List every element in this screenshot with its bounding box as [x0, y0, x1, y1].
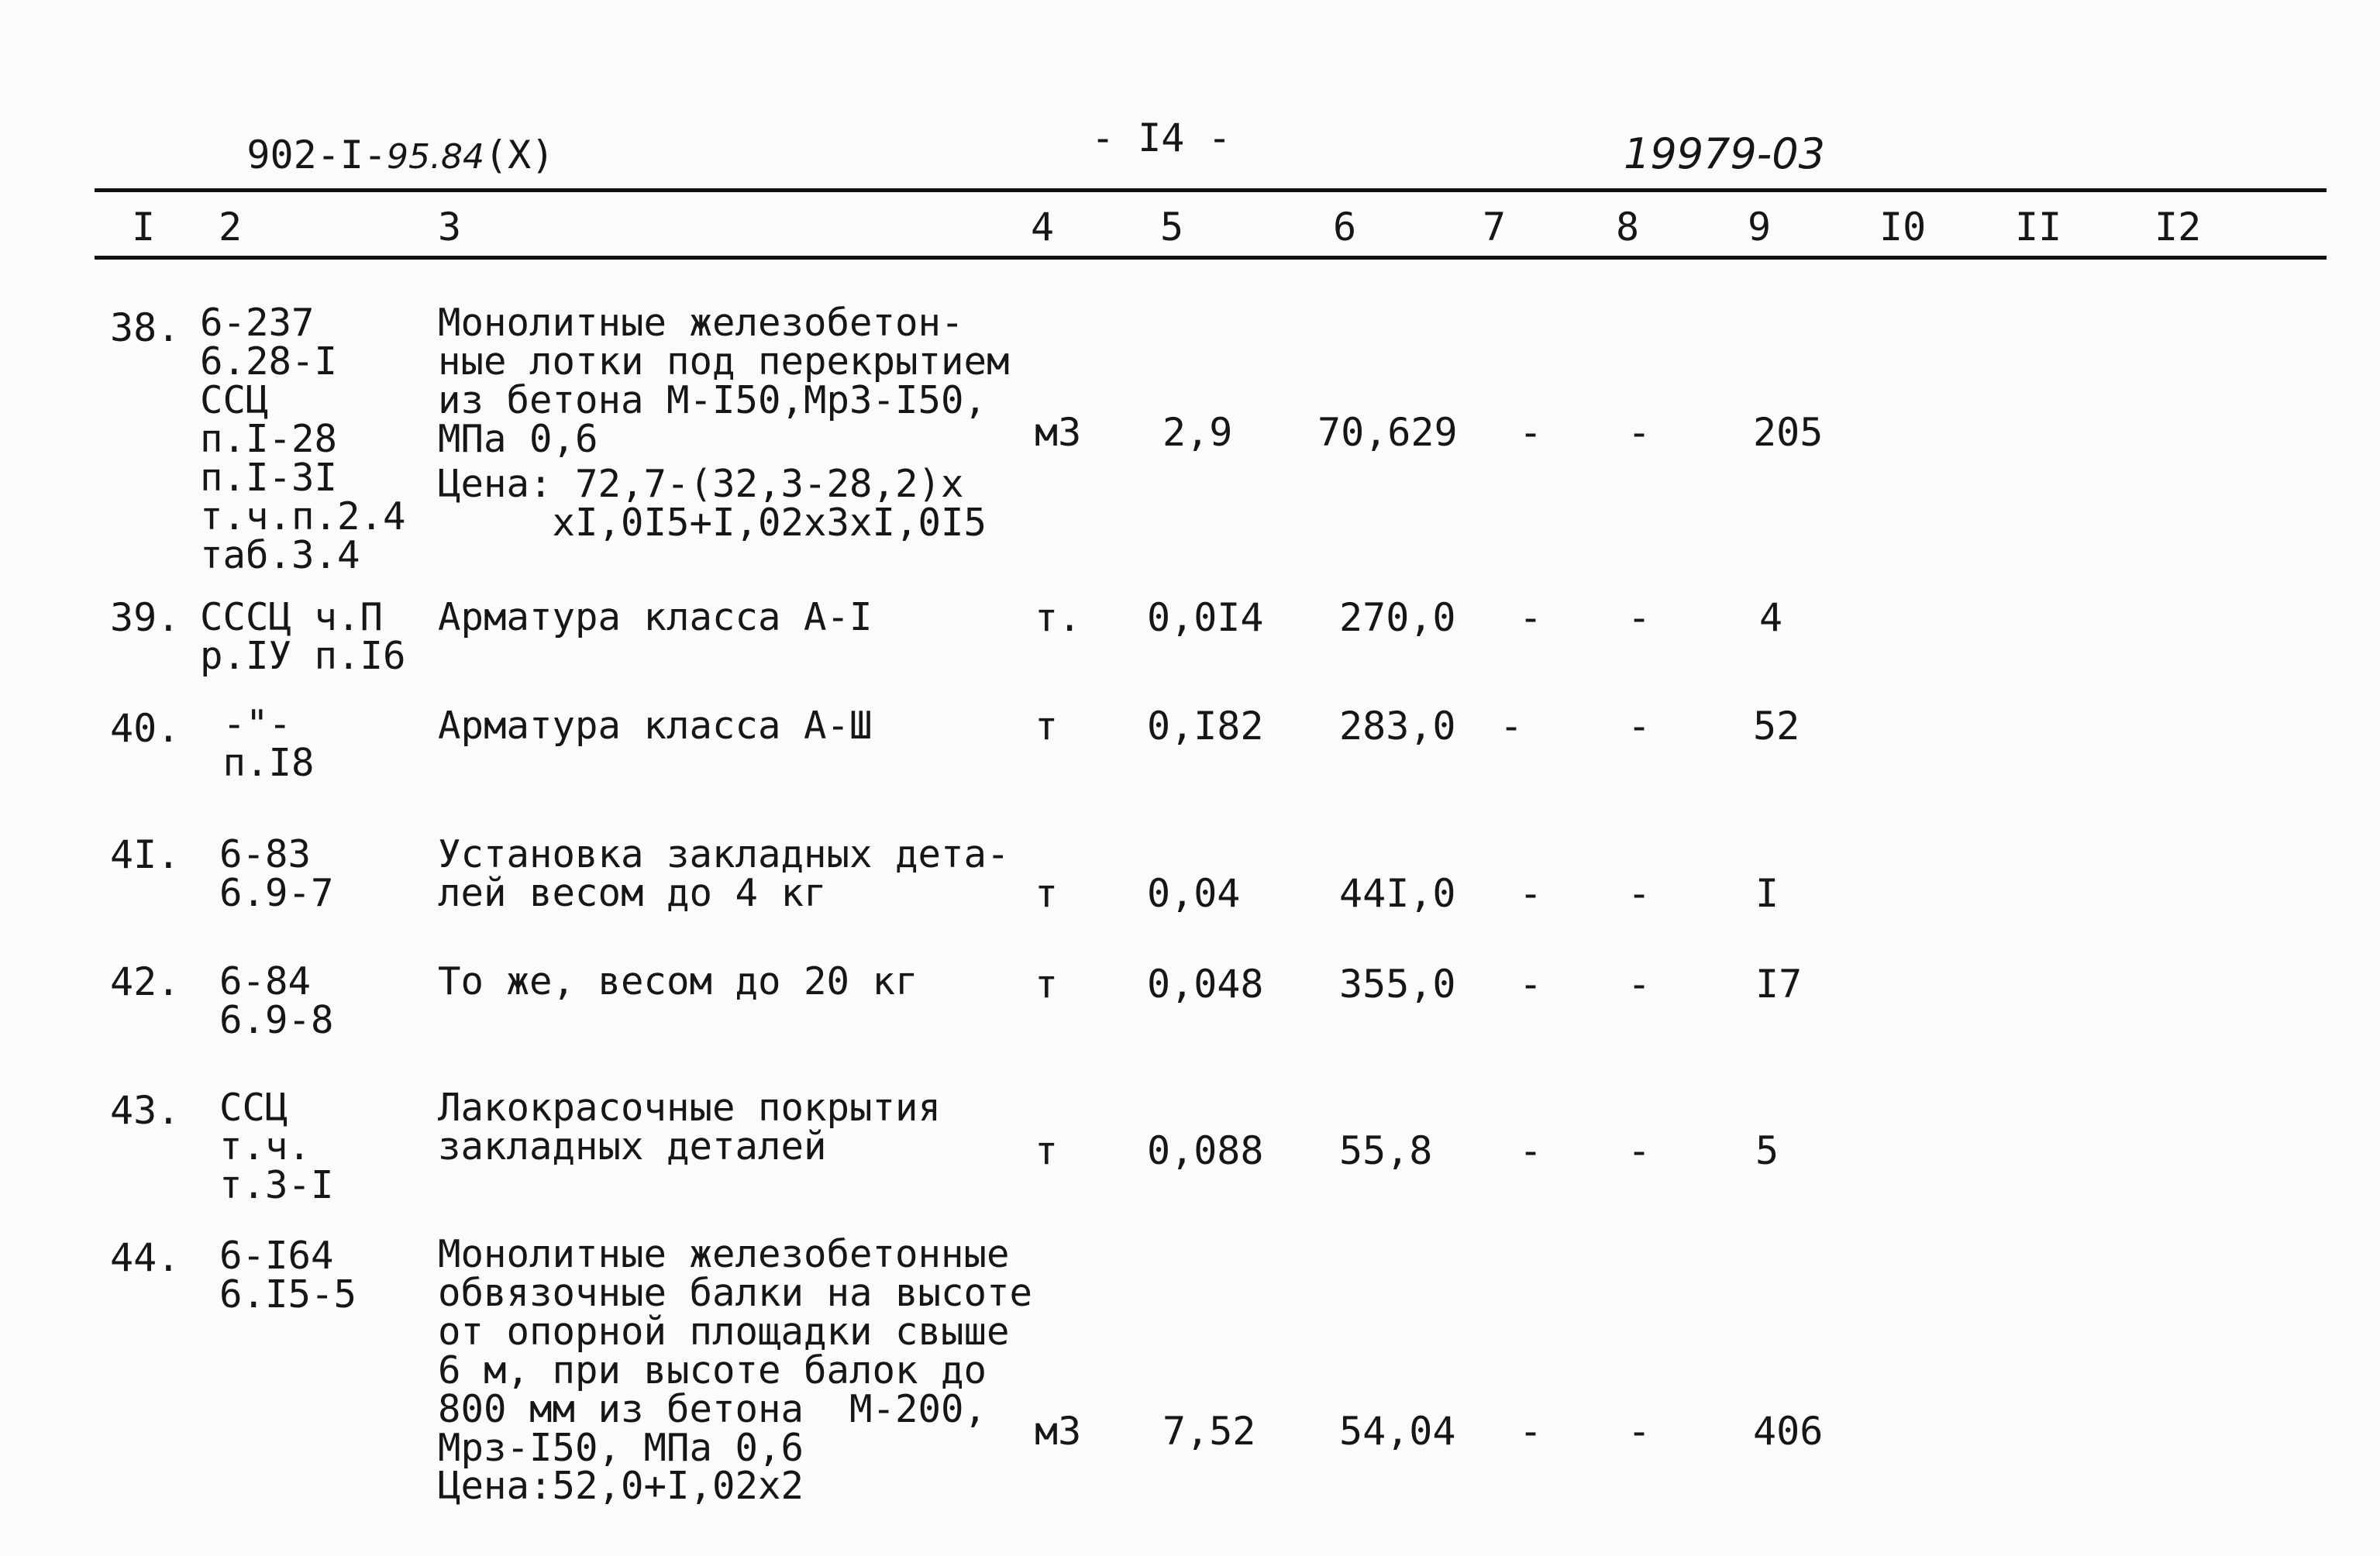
column-header-4: 4 [1031, 205, 1055, 250]
column-7-value: - [1519, 1409, 1543, 1454]
column-header-2: 2 [219, 205, 243, 250]
norm-code: 6-I64 6.I5-5 [219, 1234, 357, 1317]
column-7-value: - [1519, 1128, 1543, 1173]
unit: т. [1035, 595, 1082, 640]
work-description: Монолитные железобетонные обвязочные балки на высоте от опорной площадки свыше 6 м, при высоте балок до 800 мм из бетона М-200, Мрз-I50, МПа 0,6 [438, 1232, 1033, 1470]
row-number: 4I. [110, 832, 181, 877]
document-number-prefix: 902-I- [246, 133, 387, 177]
work-description: Установка закладных дета- лей весом до 4 кг [438, 832, 1010, 915]
quantity: 0,I82 [1147, 704, 1264, 749]
quantity: 0,048 [1147, 962, 1264, 1007]
document-number-suffix: (X) [484, 133, 555, 177]
unit: м3 [1035, 1409, 1082, 1454]
norm-code: 6-237 6.28-I ССЦ п.I-28 п.I-3I т.ч.п.2.4 таб.3.4 [200, 301, 406, 577]
quantity: 0,04 [1147, 871, 1241, 916]
column-7-value: - [1519, 595, 1543, 640]
column-7-value: - [1519, 962, 1543, 1007]
unit-cost: 270,0 [1339, 595, 1456, 640]
unit-cost: 54,04 [1339, 1409, 1456, 1454]
row-number: 38. [110, 305, 181, 350]
column-7-value: - [1500, 704, 1524, 749]
document-number [153, 97, 554, 213]
column-8-value: - [1627, 1128, 1652, 1173]
total-cost: 205 [1753, 410, 1824, 455]
column-header-8: 8 [1616, 205, 1640, 250]
column-header-3: 3 [438, 205, 462, 250]
unit-cost: 70,629 [1317, 410, 1458, 455]
column-header-7: 7 [1483, 205, 1507, 250]
work-description: Монолитные железобетон- ные лотки под перекрытием из бетона М-I50,Мр3-I50, МПа 0,6 [438, 301, 1010, 461]
total-cost: 4 [1759, 595, 1783, 640]
work-description: Арматура класса А-Ш [438, 704, 873, 748]
page-number: - I4 - [1091, 115, 1231, 160]
unit-cost: 283,0 [1339, 704, 1456, 749]
column-header-12: I2 [2154, 205, 2202, 250]
column-7-value: - [1519, 410, 1543, 455]
row-number: 42. [110, 959, 181, 1004]
unit: т [1035, 704, 1059, 749]
unit: т [1035, 962, 1059, 1007]
total-cost: I7 [1755, 962, 1803, 1007]
work-description: Арматура класса А-I [438, 595, 873, 639]
column-8-value: - [1627, 410, 1652, 455]
unit: м3 [1035, 410, 1082, 455]
norm-code: 6-83 6.9-7 [219, 832, 334, 915]
column-header-10: I0 [1879, 205, 1927, 250]
total-cost: 406 [1753, 1409, 1824, 1454]
total-cost: 5 [1755, 1128, 1779, 1173]
column-header-5: 5 [1160, 205, 1184, 250]
norm-code: СССЦ ч.П р.IУ п.I6 [200, 595, 406, 678]
column-header-6: 6 [1333, 205, 1357, 250]
price-formula: Цена:52,0+I,02х2 [438, 1464, 804, 1508]
quantity: 0,0I4 [1147, 595, 1264, 640]
column-header-9: 9 [1748, 205, 1772, 250]
header-bottom-rule [95, 256, 2327, 260]
row-number: 39. [110, 595, 181, 640]
header-top-rule [95, 188, 2327, 192]
column-8-value: - [1627, 871, 1652, 916]
sheet-code: 19979-03 [1624, 129, 1825, 178]
unit-cost: 44I,0 [1339, 871, 1456, 916]
price-formula: Цена: 72,7-(32,3-28,2)х хI,0I5+I,02х3хI,0I5 [438, 462, 987, 545]
row-number: 40. [110, 706, 181, 751]
column-7-value: - [1519, 871, 1543, 916]
quantity: 0,088 [1147, 1128, 1264, 1173]
column-header-1: I [132, 205, 156, 250]
norm-code: 6-84 6.9-8 [219, 959, 334, 1042]
row-number: 43. [110, 1088, 181, 1133]
unit-cost: 355,0 [1339, 962, 1456, 1007]
unit: т [1035, 871, 1059, 916]
total-cost: I [1755, 871, 1779, 916]
work-description: То же, весом до 20 кг [438, 959, 918, 1003]
column-header-11: II [2015, 205, 2062, 250]
work-description: Лакокрасочные покрытия закладных деталей [438, 1086, 942, 1169]
document-number-handwritten: 95.84 [387, 137, 485, 177]
column-8-value: - [1627, 1409, 1652, 1454]
quantity: 2,9 [1162, 410, 1233, 455]
row-number: 44. [110, 1235, 181, 1280]
column-8-value: - [1627, 962, 1652, 1007]
column-8-value: - [1627, 704, 1652, 749]
column-8-value: - [1627, 595, 1652, 640]
unit: т [1035, 1128, 1059, 1173]
quantity: 7,52 [1162, 1409, 1256, 1454]
unit-cost: 55,8 [1339, 1128, 1433, 1173]
norm-code: ССЦ т.ч. т.3-I [219, 1086, 334, 1207]
norm-code: -"- п.I8 [222, 702, 315, 785]
total-cost: 52 [1753, 704, 1800, 749]
